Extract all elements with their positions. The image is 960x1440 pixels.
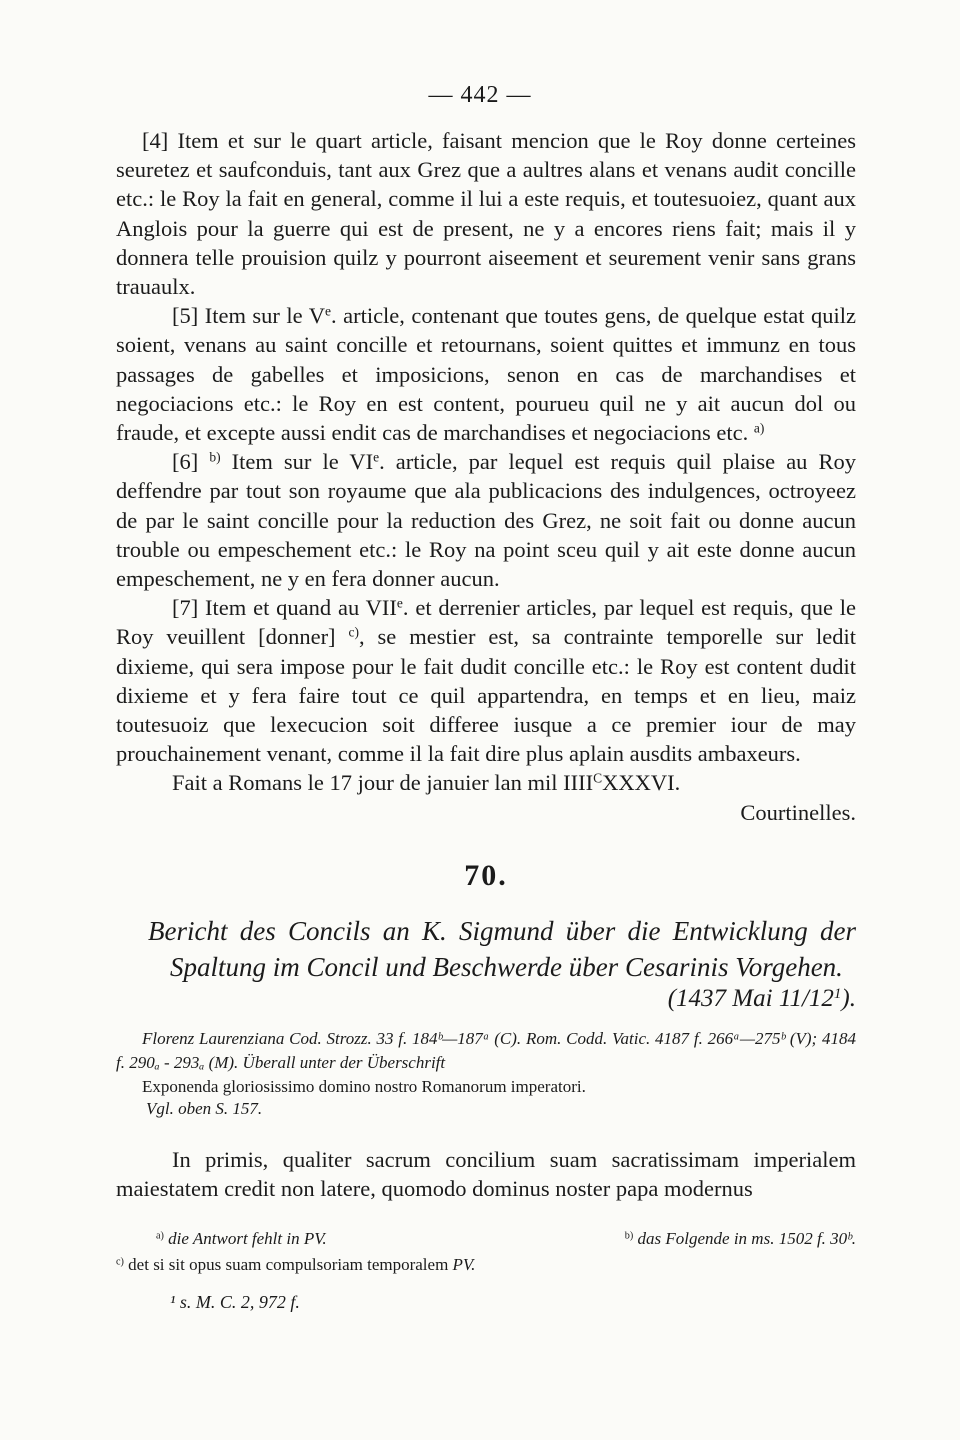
signature: Courtinelles. bbox=[740, 799, 856, 825]
p5-start: [5] Item sur le V bbox=[172, 303, 325, 329]
paragraph-5 bbox=[116, 301, 856, 447]
date-text: (1437 Mai 11/12 bbox=[667, 984, 834, 1012]
footnote-a-mark: a) bbox=[156, 1230, 164, 1242]
cross-reference: Vgl. oben S. 157. bbox=[146, 1098, 263, 1118]
footnote-c-text: det si sit opus suam compulsoriam temporalem bbox=[128, 1255, 449, 1274]
footnote-row-ab bbox=[116, 1226, 856, 1252]
main-text bbox=[116, 126, 856, 1203]
source-note bbox=[116, 1027, 856, 1075]
fait-rest: XXXVI. bbox=[602, 770, 681, 796]
p7-rest: , se mestier est, sa contrainte temporelle sur ledit dixieme, qui sera impose pour le fait dudit concille etc.: le Roy est content dudit dixieme et y fera faire tout ce quil appartendra, en temps et en lieu, maiz toutesuoiz que lexecucion soit differee iusque a ce premier iour de may prouchainement venant, comme il la fait dire plus aplain ausdits ambaxeurs. bbox=[116, 624, 857, 767]
p6-num: [6] bbox=[172, 449, 199, 475]
p5-rest: . article, contenant que toutes gens, de quelque estat quilz soient, venans au saint concille et retournans, soient quittes et immunz en tous passages de gabelles et imposicions, senon en cas de marchandises et negociacions etc.: le Roy en est content, pourueu quil ne y ait aucun dol ou fraude, et excepte aussi endit cas de marchandises et negociacions etc. bbox=[116, 303, 857, 446]
p5-sup: e bbox=[324, 303, 331, 319]
paragraph-6 bbox=[116, 447, 856, 593]
footnote-c bbox=[116, 1252, 856, 1278]
fait-start: Fait a Romans le 17 jour de januier lan mil IIII bbox=[172, 770, 594, 796]
footnote-ref-c: c) bbox=[348, 625, 359, 641]
p7-sup: e bbox=[396, 595, 403, 611]
footnote-ref-b: b) bbox=[209, 449, 221, 465]
footnote-1: ¹ s. M. C. 2, 972 f. bbox=[170, 1292, 300, 1312]
footnote-b-text: das Folgende in ms. 1502 f. 30ᵇ. bbox=[637, 1229, 856, 1248]
footnote-b bbox=[625, 1226, 856, 1252]
footnote-a-text: die Antwort fehlt in PV. bbox=[168, 1229, 327, 1248]
p7-start: [7] Item et quand au VII bbox=[172, 595, 397, 621]
dating-line bbox=[116, 768, 856, 797]
document-date bbox=[116, 985, 856, 1013]
text-start: In primis, qualiter sacrum concilium suam sacratissimam imperialem maiestatem credit non latere, quomodo dominus noster papa modernus bbox=[116, 1146, 856, 1202]
footnotes bbox=[116, 1226, 856, 1278]
footnote-c-sigla: PV. bbox=[452, 1255, 476, 1274]
p6-sup: e bbox=[373, 449, 380, 465]
p6-start: Item sur le VI bbox=[220, 449, 374, 475]
paragraph-7 bbox=[116, 593, 856, 768]
source-line-1: Florenz Laurenziana Cod. Strozz. 33 f. 184ᵇ—187ᵃ (C). Rom. Codd. Vatic. 4187 f. 266ᵃ—275ᵇ (V); 4184 f. 290ₐ - 293ₐ (M). Überall unter der Überschrift bbox=[116, 1028, 856, 1072]
fait-sup: C bbox=[593, 771, 603, 787]
footnote-ref-1: 1 bbox=[833, 985, 842, 1002]
document-number: 70. bbox=[464, 858, 508, 892]
p6-rest: . article, par lequel est requis quil plaise au Roy deffendre par tout son royaume que ala publicacions des indulgences, octroyeez de par le saint concille pour la reduction des Grez, ne soit fait ou donne aucun trouble ou empeschement etc.: le Roy na point sceu quil y ait este donne aucun empeschement, ne y en fera donner aucun. bbox=[116, 449, 857, 592]
document-title: Bericht des Concils an K. Sigmund über die Entwicklung der Spaltung im Concil und Beschwerde über Cesarinis Vorgehen. bbox=[148, 915, 856, 982]
p7-a: . et derrenier articles, par lequel est requis, que le Roy veuillent [donner] bbox=[116, 595, 856, 650]
footnote-a bbox=[156, 1226, 327, 1252]
date-close: ). bbox=[841, 984, 856, 1012]
footnote-b-mark: b) bbox=[624, 1230, 634, 1242]
footnote-c-mark: c) bbox=[116, 1256, 124, 1268]
paragraph-4: [4] Item et sur le quart article, faisant mencion que le Roy donne certeines seuretez et saufconduis, tant aux Grez que a aultres alans et venans audit concille etc.: le Roy la fait en general, comme il lui a este requis, et toutesuoiez, quant aux Anglois pour la guerre qui est de present, ne y a encores riens fait; mais il y donnera telle prouision quilz y pourront aiseement et seurement venir sans grans trauaulx. bbox=[116, 128, 856, 300]
source-heading: Exponenda gloriosissimo domino nostro Romanorum imperatori. bbox=[142, 1076, 586, 1096]
footnote-ref-a: a) bbox=[753, 420, 765, 436]
page-number: — 442 — bbox=[428, 82, 532, 108]
